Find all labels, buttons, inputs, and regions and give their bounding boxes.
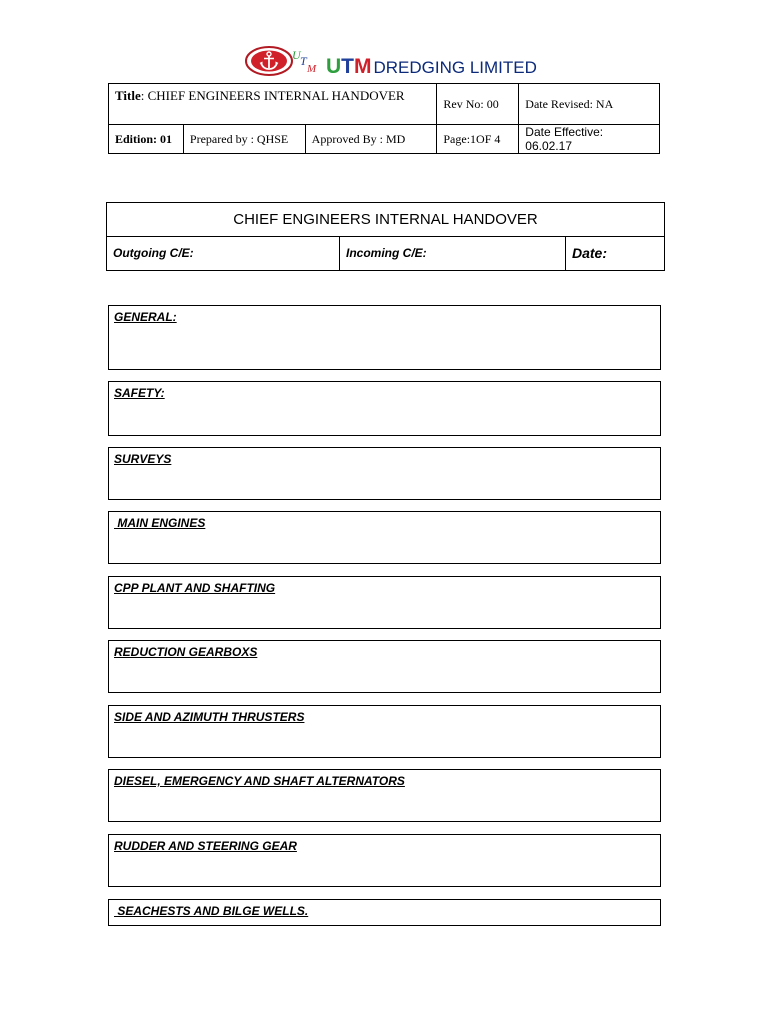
section-seachests-bilge[interactable] [108,899,661,926]
section-label: REDUCTION GEARBOXS [114,645,258,659]
section-label: RUDDER AND STEERING GEAR [114,839,297,853]
section-label: SAFETY: [114,386,165,400]
date-revised: Date Revised: NA [519,84,660,125]
company-name [326,56,537,79]
approved-by: Approved By : MD [305,125,437,154]
title-label: Title [115,88,141,103]
company-name-rest: DREDGING LIMITED [373,58,537,77]
section-label: GENERAL: [114,310,177,324]
doc-title-cell [109,84,437,125]
logo-script-mark [290,46,326,76]
prepared-by: Prepared by : QHSE [183,125,305,154]
brand-letter-m: M [354,55,372,78]
section-label: DIESEL, EMERGENCY AND SHAFT ALTERNATORS [114,774,405,788]
handover-box [106,202,665,271]
section-cpp-plant-shafting[interactable] [108,576,661,629]
section-rudder-steering[interactable] [108,834,661,887]
svg-text:M: M [307,63,317,75]
section-surveys[interactable] [108,447,661,500]
section-label: MAIN ENGINES [114,516,206,530]
document-control-table [108,83,660,154]
outgoing-ce-field[interactable]: Outgoing C/E: [107,236,340,271]
section-label: CPP PLANT AND SHAFTING [114,581,276,595]
section-safety[interactable] [108,381,661,436]
section-label: SIDE AND AZIMUTH THRUSTERS [114,710,305,724]
section-general[interactable] [108,305,661,370]
brand-letter-t: T [341,55,354,78]
incoming-ce-field[interactable]: Incoming C/E: [340,236,566,271]
brand-letter-u: U [326,55,342,78]
anchor-icon [244,45,294,77]
company-logo-emblem [244,45,294,77]
svg-text:U: U [292,48,301,62]
section-thrusters[interactable] [108,705,661,758]
section-reduction-gearboxs[interactable] [108,640,661,693]
handover-title: CHIEF ENGINEERS INTERNAL HANDOVER [107,203,664,237]
date-field[interactable]: Date: [572,245,608,261]
title-value: : CHIEF ENGINEERS INTERNAL HANDOVER [140,88,405,103]
page-number: Page:1OF 4 [437,125,519,154]
rev-no: Rev No: 00 [437,84,519,125]
section-main-engines[interactable] [108,511,661,564]
date-effective: Date Effective: 06.02.17 [519,125,660,154]
svg-text:T: T [300,54,307,68]
section-alternators[interactable] [108,769,661,822]
edition: Edition: 01 [109,125,184,154]
section-label: SURVEYS [114,452,172,466]
section-label: SEACHESTS AND BILGE WELLS. [114,904,309,918]
